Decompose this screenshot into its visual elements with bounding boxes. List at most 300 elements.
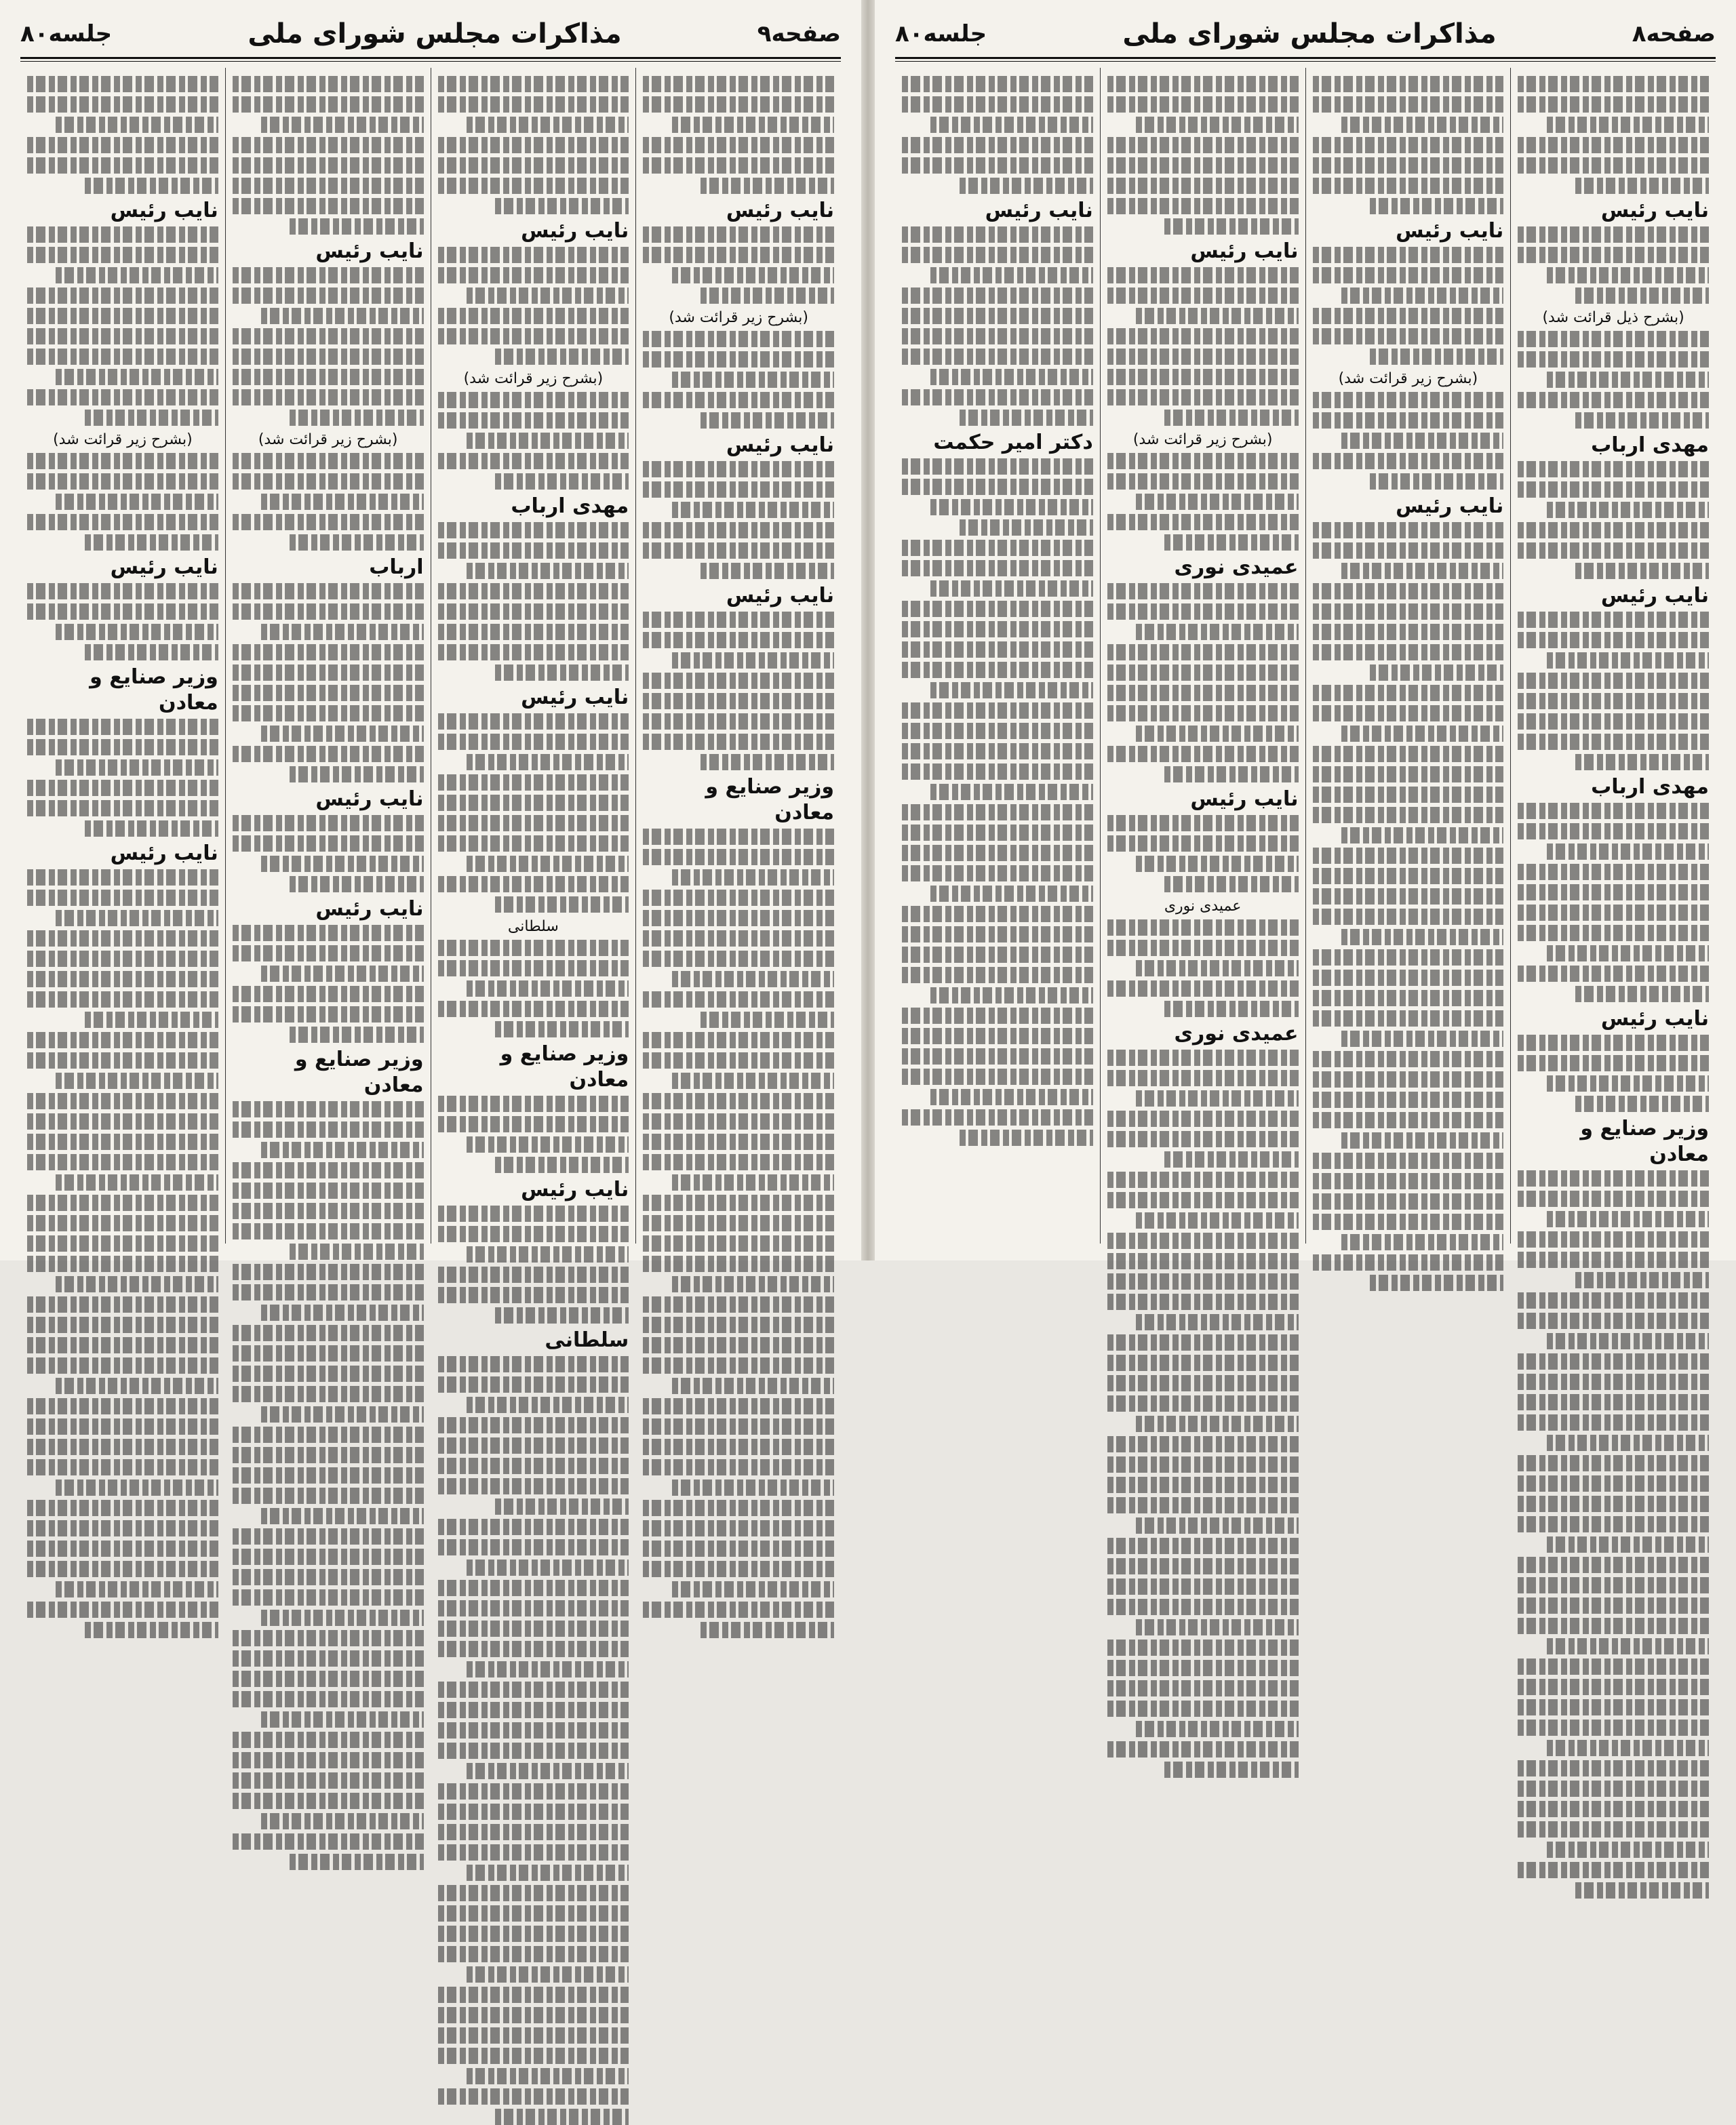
text-line bbox=[27, 1093, 218, 1109]
text-line bbox=[643, 1052, 834, 1069]
text-line bbox=[438, 1804, 629, 1820]
text-line bbox=[233, 815, 424, 831]
text-line bbox=[27, 869, 218, 886]
text-line bbox=[1518, 905, 1709, 921]
text-line bbox=[1518, 1659, 1709, 1675]
text-line bbox=[233, 1671, 424, 1687]
text-line bbox=[1518, 522, 1709, 538]
text-line bbox=[672, 652, 834, 669]
text-line bbox=[1518, 1577, 1709, 1593]
body-text-block bbox=[643, 1032, 834, 1638]
header-rule bbox=[20, 57, 841, 59]
text-line bbox=[233, 1833, 424, 1850]
text-line bbox=[1107, 1599, 1299, 1615]
text-line bbox=[902, 76, 1093, 92]
text-line bbox=[233, 178, 424, 194]
text-line bbox=[643, 632, 834, 648]
text-line bbox=[1136, 960, 1298, 976]
text-line bbox=[233, 1427, 424, 1443]
text-line bbox=[261, 1406, 423, 1423]
text-line bbox=[438, 542, 629, 559]
text-line bbox=[672, 1073, 834, 1089]
text-line bbox=[438, 453, 629, 469]
text-line bbox=[1518, 1394, 1709, 1410]
text-line bbox=[27, 287, 218, 304]
text-line bbox=[1313, 76, 1504, 92]
text-line bbox=[1575, 412, 1709, 429]
text-line bbox=[438, 2088, 629, 2105]
text-line bbox=[1518, 1455, 1709, 1471]
text-line bbox=[1518, 351, 1709, 368]
text-line bbox=[643, 849, 834, 865]
text-line bbox=[1107, 980, 1299, 997]
text-line bbox=[643, 1134, 834, 1150]
text-line bbox=[1164, 1762, 1298, 1778]
text-line bbox=[27, 583, 218, 599]
text-line bbox=[1575, 986, 1709, 1002]
text-line bbox=[1136, 308, 1298, 324]
text-line bbox=[1341, 287, 1503, 304]
text-line bbox=[1313, 267, 1504, 283]
body-text-block bbox=[233, 453, 424, 551]
text-line bbox=[56, 1479, 218, 1496]
text-line bbox=[643, 1439, 834, 1455]
text-line bbox=[261, 726, 423, 742]
text-line bbox=[1370, 198, 1503, 214]
text-line bbox=[438, 328, 629, 344]
text-line bbox=[27, 1439, 218, 1455]
text-line bbox=[1107, 1050, 1299, 1066]
text-line bbox=[27, 1113, 218, 1130]
text-line bbox=[902, 825, 1093, 841]
text-line bbox=[1518, 1055, 1709, 1071]
text-line bbox=[233, 514, 424, 530]
text-line bbox=[1341, 929, 1503, 945]
text-line bbox=[290, 410, 423, 426]
text-line bbox=[902, 723, 1093, 739]
speaker-label: نایب رئیس bbox=[1396, 219, 1504, 243]
reading-note: (بشرح زیر قرائت شد) bbox=[258, 431, 398, 448]
text-column bbox=[635, 68, 841, 1244]
text-line bbox=[1107, 96, 1299, 113]
body-text-block bbox=[233, 815, 424, 892]
reading-note: سلطانی bbox=[507, 918, 559, 935]
text-line bbox=[643, 1541, 834, 1557]
text-line bbox=[233, 1549, 424, 1565]
text-line bbox=[1313, 178, 1504, 194]
text-line bbox=[1107, 940, 1299, 956]
text-line bbox=[902, 226, 1093, 243]
text-line bbox=[438, 1356, 629, 1372]
text-line bbox=[56, 1276, 218, 1292]
text-line bbox=[643, 734, 834, 750]
text-line bbox=[902, 702, 1093, 719]
text-line bbox=[495, 1021, 629, 1037]
text-line bbox=[672, 869, 834, 886]
text-line bbox=[1107, 267, 1299, 283]
speaker-label: ارباب bbox=[369, 555, 424, 579]
text-line bbox=[438, 2048, 629, 2064]
text-line bbox=[1547, 1638, 1709, 1654]
text-line bbox=[1313, 1071, 1504, 1088]
text-line bbox=[27, 226, 218, 243]
speaker-label: عمیدی نوری bbox=[1174, 555, 1299, 579]
text-line bbox=[233, 137, 424, 153]
reading-note: (بشرح ذیل قرائت شد) bbox=[1542, 309, 1684, 326]
text-line bbox=[27, 328, 218, 344]
text-line bbox=[1313, 247, 1504, 263]
text-line bbox=[1518, 1231, 1709, 1248]
text-line bbox=[1107, 1253, 1299, 1269]
text-line bbox=[1136, 117, 1298, 133]
speaker-label: نایب رئیس bbox=[315, 897, 424, 921]
text-line bbox=[643, 1357, 834, 1374]
text-line bbox=[438, 1905, 629, 1922]
text-line bbox=[1313, 787, 1504, 803]
text-line bbox=[1313, 644, 1504, 660]
body-text-block bbox=[643, 829, 834, 1028]
text-line bbox=[27, 930, 218, 947]
text-line bbox=[438, 644, 629, 660]
text-line bbox=[438, 1824, 629, 1840]
text-line bbox=[902, 1008, 1093, 1024]
speaker-label: نایب رئیس bbox=[315, 787, 424, 811]
text-line bbox=[1370, 1275, 1503, 1291]
text-line bbox=[1313, 1112, 1504, 1128]
text-line bbox=[27, 453, 218, 469]
text-line bbox=[1107, 1131, 1299, 1147]
text-line bbox=[438, 940, 629, 956]
text-line bbox=[902, 287, 1093, 304]
text-line bbox=[1547, 1536, 1709, 1553]
body-text-block bbox=[1518, 612, 1709, 770]
text-line bbox=[438, 835, 629, 852]
text-line bbox=[643, 76, 834, 92]
body-text-block bbox=[643, 226, 834, 304]
text-line bbox=[233, 1528, 424, 1545]
text-line bbox=[27, 514, 218, 530]
text-line bbox=[27, 1398, 218, 1414]
text-line bbox=[233, 76, 424, 92]
speaker-label: نایب رئیس bbox=[1190, 239, 1299, 263]
body-text-block bbox=[438, 522, 629, 681]
text-line bbox=[438, 1621, 629, 1637]
body-text-block bbox=[438, 713, 629, 913]
text-line bbox=[643, 1459, 834, 1475]
text-line bbox=[27, 1296, 218, 1313]
text-line bbox=[27, 1357, 218, 1374]
text-line bbox=[233, 287, 424, 304]
text-line bbox=[1107, 1355, 1299, 1371]
text-line bbox=[1107, 349, 1299, 365]
text-line bbox=[1313, 1254, 1504, 1271]
body-text-block bbox=[1107, 583, 1299, 782]
text-line bbox=[1518, 1557, 1709, 1573]
body-text-block bbox=[27, 719, 218, 837]
text-line bbox=[643, 1235, 834, 1252]
text-line bbox=[902, 540, 1093, 556]
text-line bbox=[1136, 726, 1298, 742]
body-text-block bbox=[1518, 461, 1709, 579]
text-line bbox=[1107, 1070, 1299, 1086]
text-line bbox=[960, 178, 1093, 194]
reading-note: (بشرح زیر قرائت شد) bbox=[1338, 370, 1478, 387]
text-line bbox=[438, 412, 629, 429]
text-line bbox=[467, 2068, 629, 2084]
text-line bbox=[495, 349, 629, 365]
text-line bbox=[27, 1256, 218, 1272]
text-line bbox=[643, 247, 834, 263]
text-line bbox=[643, 1296, 834, 1313]
text-line bbox=[1518, 1475, 1709, 1492]
text-line bbox=[1341, 1031, 1503, 1047]
text-line bbox=[1107, 746, 1299, 762]
text-line bbox=[1107, 1640, 1299, 1656]
text-line bbox=[1313, 949, 1504, 966]
body-text-block bbox=[1107, 1172, 1299, 1778]
text-line bbox=[1107, 1395, 1299, 1412]
text-line bbox=[56, 1581, 218, 1597]
text-line bbox=[467, 1661, 629, 1677]
body-text-block bbox=[438, 76, 629, 214]
text-line bbox=[902, 560, 1093, 576]
body-text-block bbox=[1518, 1292, 1709, 1899]
text-line bbox=[930, 682, 1092, 698]
text-line bbox=[467, 563, 629, 579]
text-line bbox=[56, 910, 218, 926]
text-line bbox=[438, 1478, 629, 1494]
text-line bbox=[233, 945, 424, 961]
text-line bbox=[438, 713, 629, 730]
text-line bbox=[233, 1006, 424, 1022]
text-line bbox=[467, 1763, 629, 1779]
text-line bbox=[643, 1154, 834, 1170]
text-line bbox=[233, 1589, 424, 1606]
text-line bbox=[1107, 919, 1299, 936]
body-text-block bbox=[1107, 267, 1299, 426]
text-line bbox=[1518, 1821, 1709, 1838]
body-text-block bbox=[1313, 247, 1504, 365]
text-line bbox=[643, 910, 834, 926]
text-line bbox=[85, 534, 218, 551]
text-line bbox=[643, 392, 834, 408]
text-line bbox=[27, 137, 218, 153]
text-line bbox=[27, 603, 218, 620]
text-line bbox=[643, 226, 834, 243]
text-line bbox=[27, 1500, 218, 1516]
text-line bbox=[1518, 1801, 1709, 1817]
text-column bbox=[20, 68, 225, 1244]
text-line bbox=[495, 664, 629, 681]
text-line bbox=[902, 349, 1093, 365]
text-line bbox=[701, 178, 834, 194]
text-line bbox=[643, 1093, 834, 1109]
text-line bbox=[467, 287, 629, 304]
text-line bbox=[1518, 461, 1709, 477]
text-line bbox=[902, 389, 1093, 405]
text-line bbox=[27, 96, 218, 113]
reading-note: (بشرح زیر قرائت شد) bbox=[669, 309, 808, 326]
left-page-number: صفحه۹ bbox=[757, 20, 841, 47]
speaker-label: نایب رئیس bbox=[521, 1178, 629, 1201]
text-line bbox=[438, 1376, 629, 1393]
text-line bbox=[960, 1130, 1093, 1146]
text-line bbox=[643, 991, 834, 1008]
text-line bbox=[261, 117, 423, 133]
text-line bbox=[233, 1183, 424, 1199]
text-line bbox=[1313, 1173, 1504, 1189]
text-line bbox=[1518, 226, 1709, 243]
text-line bbox=[1547, 1211, 1709, 1227]
text-line bbox=[1313, 746, 1504, 762]
right-page bbox=[875, 0, 1736, 1260]
text-line bbox=[27, 719, 218, 735]
text-line bbox=[643, 461, 834, 477]
text-line bbox=[672, 1479, 834, 1496]
text-line bbox=[672, 1378, 834, 1394]
text-line bbox=[930, 886, 1092, 902]
text-line bbox=[233, 198, 424, 214]
text-line bbox=[56, 267, 218, 283]
speaker-label: وزیر صنایع و معادن bbox=[500, 1042, 629, 1092]
text-line bbox=[672, 267, 834, 283]
text-line bbox=[1313, 453, 1504, 469]
speaker-label: نایب رئیس bbox=[110, 199, 218, 222]
text-line bbox=[56, 1378, 218, 1394]
text-line bbox=[1107, 198, 1299, 214]
text-line bbox=[643, 1215, 834, 1231]
text-line bbox=[1547, 843, 1709, 860]
text-line bbox=[467, 1397, 629, 1413]
text-line bbox=[902, 926, 1093, 942]
text-line bbox=[495, 1307, 629, 1324]
text-line bbox=[233, 1447, 424, 1463]
text-line bbox=[467, 1560, 629, 1576]
text-line bbox=[233, 1264, 424, 1280]
text-line bbox=[1575, 287, 1709, 304]
text-line bbox=[233, 1121, 424, 1138]
speaker-label: نایب رئیس bbox=[726, 433, 834, 457]
speaker-label: نایب رئیس bbox=[315, 239, 424, 263]
text-line bbox=[1107, 514, 1299, 530]
text-line bbox=[27, 1154, 218, 1170]
text-line bbox=[1107, 1436, 1299, 1452]
text-line bbox=[1518, 612, 1709, 628]
text-line bbox=[1107, 453, 1299, 469]
text-line bbox=[1136, 1721, 1298, 1737]
text-line bbox=[438, 1743, 629, 1759]
text-line bbox=[1547, 1333, 1709, 1349]
text-line bbox=[233, 453, 424, 469]
text-line bbox=[27, 780, 218, 796]
text-line bbox=[467, 754, 629, 770]
text-line bbox=[261, 1813, 423, 1829]
text-line bbox=[233, 1203, 424, 1219]
text-line bbox=[495, 1157, 629, 1173]
text-line bbox=[233, 644, 424, 660]
text-line bbox=[902, 479, 1093, 495]
text-line bbox=[1313, 766, 1504, 782]
text-line bbox=[438, 1458, 629, 1474]
body-text-block bbox=[27, 583, 218, 660]
body-text-block bbox=[902, 540, 1093, 1146]
text-line bbox=[1518, 1313, 1709, 1329]
text-line bbox=[1341, 117, 1503, 133]
text-line bbox=[1313, 1193, 1504, 1210]
text-line bbox=[1518, 1035, 1709, 1051]
text-line bbox=[1313, 157, 1504, 174]
text-line bbox=[1107, 1497, 1299, 1513]
text-line bbox=[902, 865, 1093, 881]
text-line bbox=[1547, 502, 1709, 518]
text-line bbox=[495, 473, 629, 490]
text-line bbox=[1313, 1153, 1504, 1169]
text-line bbox=[467, 1246, 629, 1263]
text-line bbox=[1341, 827, 1503, 843]
text-line bbox=[1107, 603, 1299, 620]
text-line bbox=[1107, 1477, 1299, 1493]
text-line bbox=[233, 267, 424, 283]
text-line bbox=[290, 1027, 423, 1043]
text-line bbox=[643, 829, 834, 845]
text-line bbox=[902, 641, 1093, 658]
text-line bbox=[438, 583, 629, 599]
text-line bbox=[233, 1325, 424, 1341]
text-line bbox=[1107, 1741, 1299, 1757]
body-text-block bbox=[643, 331, 834, 429]
text-line bbox=[701, 1622, 834, 1638]
text-line bbox=[1136, 494, 1298, 510]
text-line bbox=[1107, 1233, 1299, 1249]
text-line bbox=[1107, 685, 1299, 701]
text-line bbox=[261, 308, 423, 324]
text-line bbox=[438, 1722, 629, 1739]
text-line bbox=[27, 308, 218, 324]
header-rule-thin bbox=[20, 61, 841, 62]
text-line bbox=[643, 157, 834, 174]
text-line bbox=[233, 603, 424, 620]
text-line bbox=[1107, 178, 1299, 194]
body-text-block bbox=[438, 1206, 629, 1324]
text-line bbox=[1313, 807, 1504, 823]
text-line bbox=[1341, 563, 1503, 579]
text-line bbox=[1547, 1740, 1709, 1756]
text-line bbox=[643, 1032, 834, 1048]
text-line bbox=[438, 2007, 629, 2023]
text-line bbox=[1164, 410, 1298, 426]
text-line bbox=[960, 410, 1093, 426]
text-column bbox=[1100, 68, 1305, 1244]
body-text-block bbox=[902, 226, 1093, 426]
text-line bbox=[643, 612, 834, 628]
body-text-block bbox=[1107, 919, 1299, 1017]
text-line bbox=[1107, 835, 1299, 852]
text-line bbox=[438, 1519, 629, 1535]
text-line bbox=[1547, 652, 1709, 669]
text-line bbox=[643, 96, 834, 113]
text-line bbox=[438, 1096, 629, 1112]
text-line bbox=[1518, 673, 1709, 689]
text-line bbox=[85, 1012, 218, 1028]
text-line bbox=[27, 1418, 218, 1435]
text-line bbox=[1136, 1517, 1298, 1534]
text-line bbox=[438, 76, 629, 92]
text-line bbox=[1107, 1192, 1299, 1208]
text-line bbox=[1547, 1842, 1709, 1858]
speaker-label: وزیر صنایع و معادن bbox=[705, 775, 834, 825]
text-line bbox=[1518, 1496, 1709, 1512]
text-line bbox=[1518, 76, 1709, 92]
